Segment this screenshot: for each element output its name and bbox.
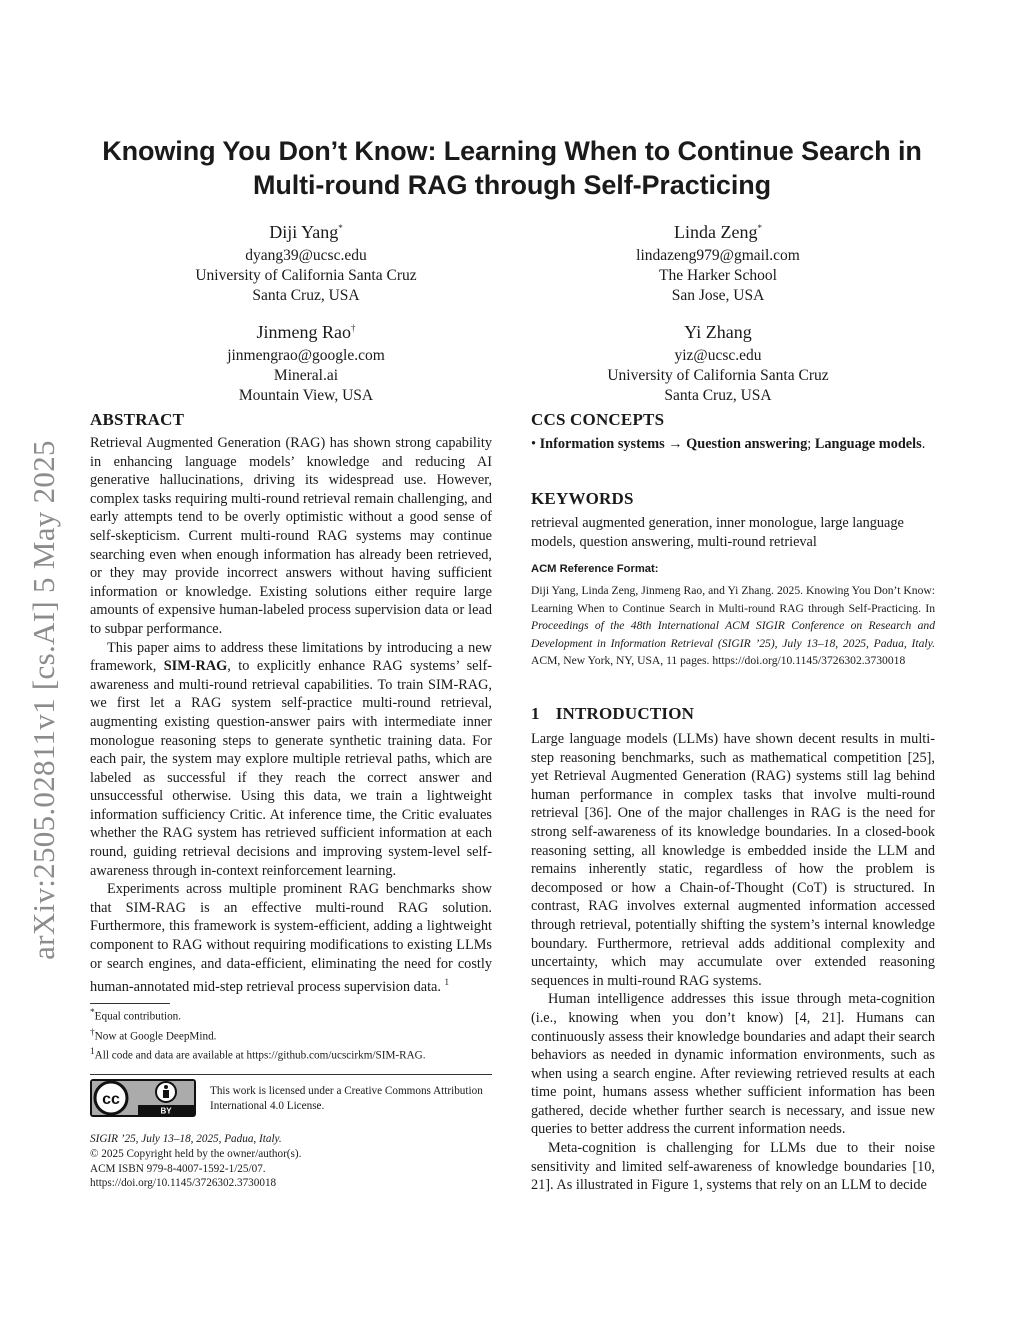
footnote-ref: 1 bbox=[444, 977, 450, 988]
ccs-concepts: • Information systems → Question answering; Language models. bbox=[531, 436, 926, 452]
author-location: Mountain View, USA bbox=[238, 387, 374, 404]
author-block bbox=[156, 316, 456, 406]
author-name: Diji Yang* bbox=[269, 222, 343, 242]
doi: https://doi.org/10.1145/3726302.3730018 bbox=[90, 1177, 277, 1190]
paper-title: Knowing You Don’t Know: Learning When to Continue Search in Multi-round RAG through Self-Practicing bbox=[102, 136, 922, 200]
author-block bbox=[156, 216, 456, 306]
intro-paragraph: Meta-cognition is challenging for LLMs due to their noise sensitivity and limited self-awareness of knowledge boundaries [10, 21]. As illustrated in Figure 1, systems that rely on an LLM to decide bbox=[531, 1140, 935, 1194]
author-email: lindazeng979@gmail.com bbox=[636, 247, 800, 264]
introduction-heading: 1 INTRODUCTION bbox=[531, 704, 695, 723]
publication-info bbox=[90, 1132, 490, 1191]
author-name: Linda Zeng* bbox=[674, 222, 762, 242]
intro-paragraph: Human intelligence addresses this issue through meta-cognition (i.e., knowing when you don’t know) [4, 21]. Humans can continuously assess their knowledge boundaries and adapt their search behaviors as needed in dynamic information environments, such as when using a search engine. After reviewing retrieved results at each time point, humans assess whether sufficient information has been gathered, decide whether further search is necessary, and issue new queries to better address the current information needs. bbox=[531, 991, 935, 1138]
arxiv-side-stamp: arXiv:2505.02811v1 [cs.AI] 5 May 2025 bbox=[26, 440, 61, 960]
abstract-paragraph: Experiments across multiple prominent RAG benchmarks show that SIM-RAG is an effective multi-round RAG solution. Furthermore, this framework is system-efficient, adding a lightweight component to RAG without requiring modifications to existing LLMs or search engines, and data-efficient, eliminating the need for costly human-annotated mid-step retrieval process supervision data. $^1$ bbox=[90, 881, 492, 995]
acm-reference-heading: ACM Reference Format: bbox=[531, 563, 659, 575]
author-name: Jinmeng Rao† bbox=[256, 322, 356, 342]
acm-reference-text: Diji Yang, Linda Zeng, Jinmeng Rao, and Yi Zhang. 2025. Knowing You Don’t Know: Learning When to Continue Search in Multi-round RAG through Self-Practicing. In Proceedings of the 48th International ACM SIGIR Conference on Research and Development in Information Retrieval (SIGIR ’25), July 13–18, 2025, Padua, Italy. ACM, New York, NY, USA, 11 pages. https://doi.org/10.1145/3726302.3730018 bbox=[531, 584, 935, 667]
footnote: *Equal contribution. bbox=[90, 1008, 182, 1023]
author-email: jinmengrao@google.com bbox=[227, 347, 385, 364]
abstract-paragraph: This paper aims to address these limitations by introducing a new framework, SIM-RAG, to explicitly enhance RAG systems’ self-awareness and multi-round retrieval capabilities. To train SIM-RAG, we first let a RAG system self-practice multi-round retrieval, augmenting existing question-answer pairs with intermediate inner monologue reasoning steps to generate synthetic training data. For each pair, the system may explore multiple retrieval paths, which are labeled as successful if they reach the correct answer and unsuccessful otherwise. Using this data, we train a lightweight information sufficiency Critic. At inference time, the Critic evaluates whether the RAG system has retrieved sufficient information at each round, guiding retrieval decisions and improving system-level self-awareness through in-context reinforcement learning. bbox=[90, 639, 492, 879]
venue: SIGIR ’25, July 13–18, 2025, Padua, Italy. bbox=[90, 1133, 282, 1145]
cc-logo-text: cc bbox=[102, 1091, 120, 1108]
isbn: ACM ISBN 979-8-4007-1592-1/25/07. bbox=[90, 1162, 266, 1175]
introduction-body bbox=[531, 730, 935, 1195]
abstract-paragraph: Retrieval Augmented Generation (RAG) has shown strong capability in enhancing language models’ knowledge and reducing AI generative hallucinations, driving its widespread use. However, complex tasks requiring multi-round retrieval remain challenging, and early attempts tend to be overly optimistic without a good sense of self-skepticism. Current multi-round RAG systems may continue searching even when enough information has already been retrieved, or they may provide incorrect answers without having sufficient information or knowledge. Existing solutions either require large amounts of expensive human-labeled process supervision data or lead to subpar performance. bbox=[90, 435, 492, 637]
ccs-heading: CCS CONCEPTS bbox=[531, 410, 665, 429]
author-location: Santa Cruz, USA bbox=[664, 387, 772, 404]
author-email: dyang39@ucsc.edu bbox=[245, 247, 367, 264]
license-text: This work is licensed under a Creative Commons Attribution International 4.0 License. bbox=[210, 1085, 483, 1112]
by-label: BY bbox=[160, 1106, 172, 1116]
framework-name: SIM-RAG bbox=[163, 658, 228, 675]
copyright: © 2025 Copyright held by the owner/author(s). bbox=[90, 1147, 302, 1160]
license-divider bbox=[90, 1074, 492, 1075]
abstract-body bbox=[90, 434, 492, 997]
intro-paragraph: Large language models (LLMs) have shown decent results in multi-step reasoning benchmarks, such as mathematical competition [25], yet Retrieval Augmented Generation (RAG) systems still lag behind human performance in complex tasks that involve multi-round retrieval [36]. One of the major challenges in RAG is the need for strong self-awareness of its knowledge boundaries. In a closed-book reasoning setting, all knowledge is embedded inside the LLM and remains inherently static, regardless of how the problem is decomposed or how a Chain-of-Thought (CoT) is structured. In contrast, RAG involves external augmented information accessed through retrieval, potentially shifting the system’s internal knowledge boundary. Furthermore, retrieval adds additional complexity and uncertainty, which may accumulate over extended reasoning sequences in multi-round RAG systems. bbox=[531, 731, 935, 989]
footnotes bbox=[90, 1005, 490, 1064]
abstract-heading: ABSTRACT bbox=[90, 410, 185, 429]
keywords-text: retrieval augmented generation, inner monologue, large language models, question answering, multi-round retrieval bbox=[531, 515, 904, 550]
footnote: $^1$All code and data are available at https://github.com/ucscirkm/SIM-RAG. bbox=[90, 1047, 426, 1063]
author-block bbox=[568, 316, 868, 406]
author-affiliation: University of California Santa Cruz bbox=[195, 267, 417, 284]
author-location: San Jose, USA bbox=[671, 287, 765, 304]
author-block bbox=[568, 216, 868, 306]
author-name: Yi Zhang bbox=[684, 322, 752, 342]
author-affiliation: University of California Santa Cruz bbox=[607, 367, 829, 384]
author-email: yiz@ucsc.edu bbox=[674, 347, 762, 364]
cc-by-license-badge bbox=[90, 1079, 196, 1117]
author-location: Santa Cruz, USA bbox=[252, 287, 360, 304]
author-affiliation: Mineral.ai bbox=[273, 367, 339, 384]
footnote: †Now at Google DeepMind. bbox=[90, 1027, 217, 1043]
footnote-divider bbox=[90, 1003, 170, 1004]
keywords-heading: KEYWORDS bbox=[531, 489, 634, 508]
author-affiliation: The Harker School bbox=[659, 267, 777, 284]
